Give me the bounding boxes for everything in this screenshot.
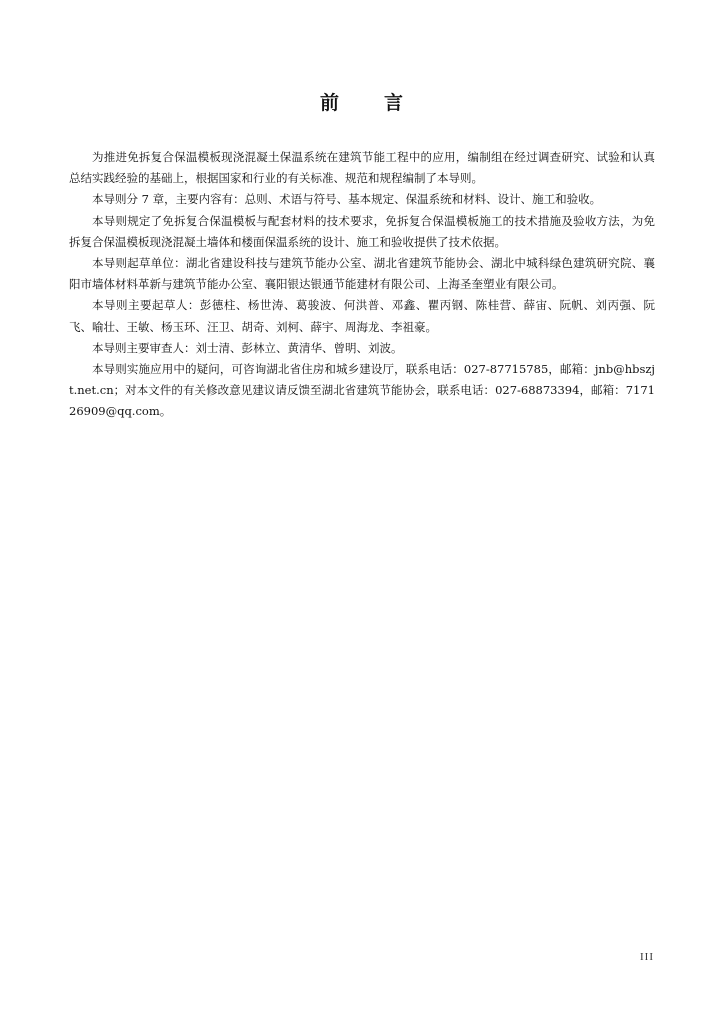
paragraph-drafting-units: 本导则起草单位：湖北省建设科技与建筑节能办公室、湖北省建筑节能协会、湖北中城科绿色建筑研究院、襄阳市墙体材料革新与建筑节能办公室、襄阳银达银通节能建材有限公司、上海圣奎塑业有限公司。	[69, 256, 655, 292]
paragraph-contact: 本导则实施应用中的疑问，可咨询湖北省住房和城乡建设厅，联系电话：027-87715785，邮箱：jnb@hbszjt.net.cn；对本文件的有关修改意见建议请反馈至湖北省建筑节能协会，联系电话：027-68873394，邮箱：717126909@qq.com。	[69, 362, 655, 419]
title-part-1: 前	[319, 92, 340, 114]
title-part-2: 言	[384, 92, 405, 114]
page-title	[0, 88, 724, 115]
preface-body	[69, 147, 655, 423]
paragraph-chapters: 本导则分 7 章，主要内容有：总则、术语与符号、基本规定、保温系统和材料、设计、施工和验收。	[92, 192, 602, 207]
paragraph-scope: 本导则规定了免拆复合保温模板与配套材料的技术要求，免拆复合保温模板施工的技术措施及验收方法，为免拆复合保温模板现浇混凝土墙体和楼面保温系统的设计、施工和验收提供了技术依据。	[69, 213, 655, 249]
paragraph-reviewers: 本导则主要审查人：刘士清、彭林立、黄清华、曾明、刘波。	[92, 340, 403, 355]
paragraph-drafters: 本导则主要起草人：彭德柱、杨世涛、葛骏波、何洪普、邓鑫、瞿丙钢、陈桂营、薛宙、阮帆、刘丙强、阮飞、喻壮、王敏、杨玉环、汪卫、胡奇、刘柯、薛宇、周海龙、李祖豪。	[69, 298, 655, 334]
paragraph-purpose: 为推进免拆复合保温模板现浇混凝土保温系统在建筑节能工程中的应用，编制组在经过调查研究、试验和认真总结实践经验的基础上，根据国家和行业的有关标准、规范和规程编制了本导则。	[69, 150, 655, 186]
page-number: III	[640, 951, 654, 963]
